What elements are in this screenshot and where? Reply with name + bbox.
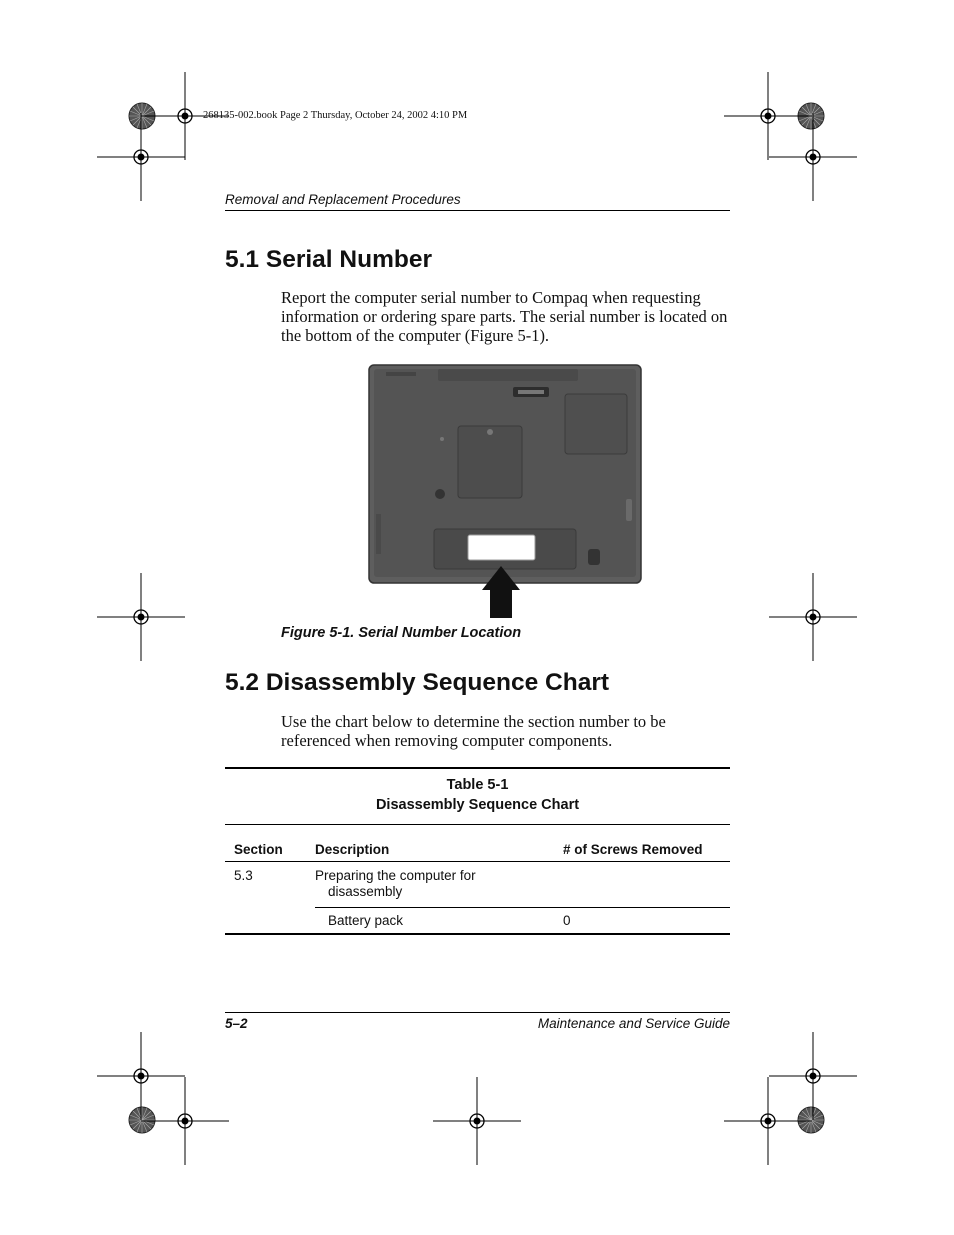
table-row xyxy=(225,862,730,907)
cell-description: Battery pack xyxy=(315,907,563,933)
cell-screws xyxy=(563,868,730,900)
section-heading-serial-number: 5.1 Serial Number xyxy=(225,246,432,273)
guide-title: Maintenance and Service Guide xyxy=(537,1016,730,1031)
page-footer xyxy=(225,1012,730,1031)
column-header-section: Section xyxy=(234,842,283,857)
figure-caption: Figure 5-1. Serial Number Location xyxy=(281,625,522,641)
column-header-description: Description xyxy=(315,842,390,857)
page-number: 5–2 xyxy=(225,1016,248,1031)
disassembly-paragraph: Use the chart below to determine the section number to be referenced when removing computer components. xyxy=(281,712,666,750)
table-row xyxy=(225,907,730,933)
table-header-row xyxy=(225,825,730,862)
table-number: Table 5-1 xyxy=(446,777,509,793)
cell-description-line1: Preparing the computer for xyxy=(315,868,476,883)
cell-screws: 0 xyxy=(563,907,730,933)
serial-number-paragraph: Report the computer serial number to Compaq when requesting information or ordering spare parts. The serial number is located on the bottom of the computer (Figure 5-1). xyxy=(281,288,728,345)
disassembly-sequence-table xyxy=(225,767,730,935)
table-name: Disassembly Sequence Chart xyxy=(375,796,580,813)
print-slug: 268135-002.book Page 2 Thursday, October 24, 2002 4:10 PM xyxy=(203,110,468,121)
cell-description-line2: disassembly xyxy=(328,884,403,899)
table-title xyxy=(225,769,730,825)
cell-description xyxy=(315,868,563,900)
section-heading-disassembly-chart: 5.2 Disassembly Sequence Chart xyxy=(225,669,610,696)
cell-section: 5.3 xyxy=(234,868,253,883)
computer-bottom-illustration xyxy=(368,364,643,618)
column-header-screws: # of Screws Removed xyxy=(563,842,703,857)
running-head: Removal and Replacement Procedures xyxy=(225,192,730,211)
